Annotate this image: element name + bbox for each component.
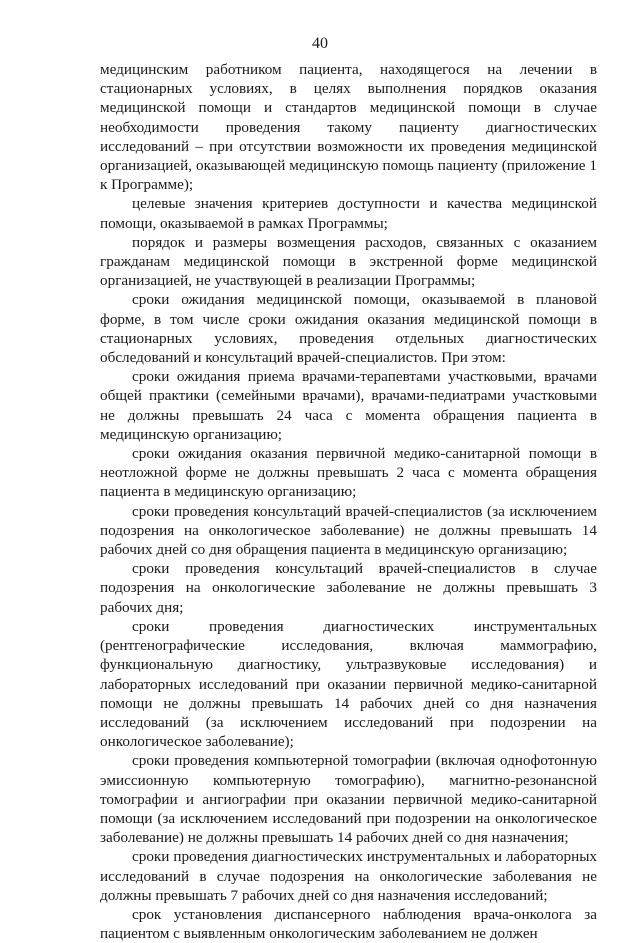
- paragraph: сроки проведения диагностических инструментальных и лабораторных исследований в случае подозрения на онкологические заболевания не должны превышать 7 рабочих дней со дня назначения исследований;: [100, 848, 597, 904]
- paragraph: целевые значения критериев доступности и качества медицинской помощи, оказываемой в рамках Программы;: [100, 195, 597, 232]
- page-number: 40: [312, 35, 328, 52]
- paragraph: сроки ожидания приема врачами-терапевтами участковыми, врачами общей практики (семейными врачами), врачами-педиатрами участковыми не должны превышать 24 часа с момента обращения пациента в медицинскую организацию;: [100, 368, 597, 443]
- paragraph: сроки ожидания медицинской помощи, оказываемой в плановой форме, в том числе сроки ожидания оказания медицинской помощи в стационарных условиях, проведения отдельных диагностических обследований и консультаций врачей-специалистов. При этом:: [100, 291, 597, 367]
- paragraph: сроки проведения диагностических инструментальных (рентгенографические исследования, включая маммографию, функциональную диагностику, ультразвуковые исследования) и лабораторных исследований при оказании первичной медико-санитарной помощи не должны превышать 14 рабочих дней со дня назначения исследований (за исключением исследований при подозрении на онкологическое заболевание);: [100, 617, 597, 751]
- paragraph: порядок и размеры возмещения расходов, связанных с оказанием гражданам медицинской помощи в экстренной форме медицинской организацией, не участвующей в реализации Программы;: [100, 233, 597, 290]
- paragraph: сроки ожидания оказания первичной медико-санитарной помощи в неотложной форме не должны превышать 2 часа с момента обращения пациента в медицинскую организацию;: [100, 445, 597, 501]
- paragraph: сроки проведения компьютерной томографии (включая однофотонную эмиссионную компьютерную томографию), магнитно-резонансной томографии и ангиографии при оказании первичной медико-санитарной помощи (за исключением исследований при подозрении на онкологическое заболевание) не должны превышать 14 рабочих дней со дня назначения;: [100, 752, 597, 847]
- paragraph: сроки проведения консультаций врачей-специалистов (за исключением подозрения на онкологическое заболевание) не должны превышать 14 рабочих дней со дня обращения пациента в медицинскую организацию;: [100, 502, 597, 559]
- paragraph: срок установления диспансерного наблюдения врача-онколога за пациентом с выявленным онкологическим заболеванием не должен: [100, 905, 597, 943]
- document-body: [100, 60, 597, 943]
- paragraph-continuation: медицинским работником пациента, находящегося на лечении в стационарных условиях, в целях выполнения порядков оказания медицинской помощи и стандартов медицинской помощи в случае необходимости проведения такому пациенту диагностических исследований – при отсутствии возможности их проведения медицинской организацией, оказывающей медицинскую помощь пациенту (приложение 1 к Программе);: [100, 61, 597, 194]
- paragraph: сроки проведения консультаций врачей-специалистов в случае подозрения на онкологические заболевание не должны превышать 3 рабочих дня;: [100, 560, 597, 616]
